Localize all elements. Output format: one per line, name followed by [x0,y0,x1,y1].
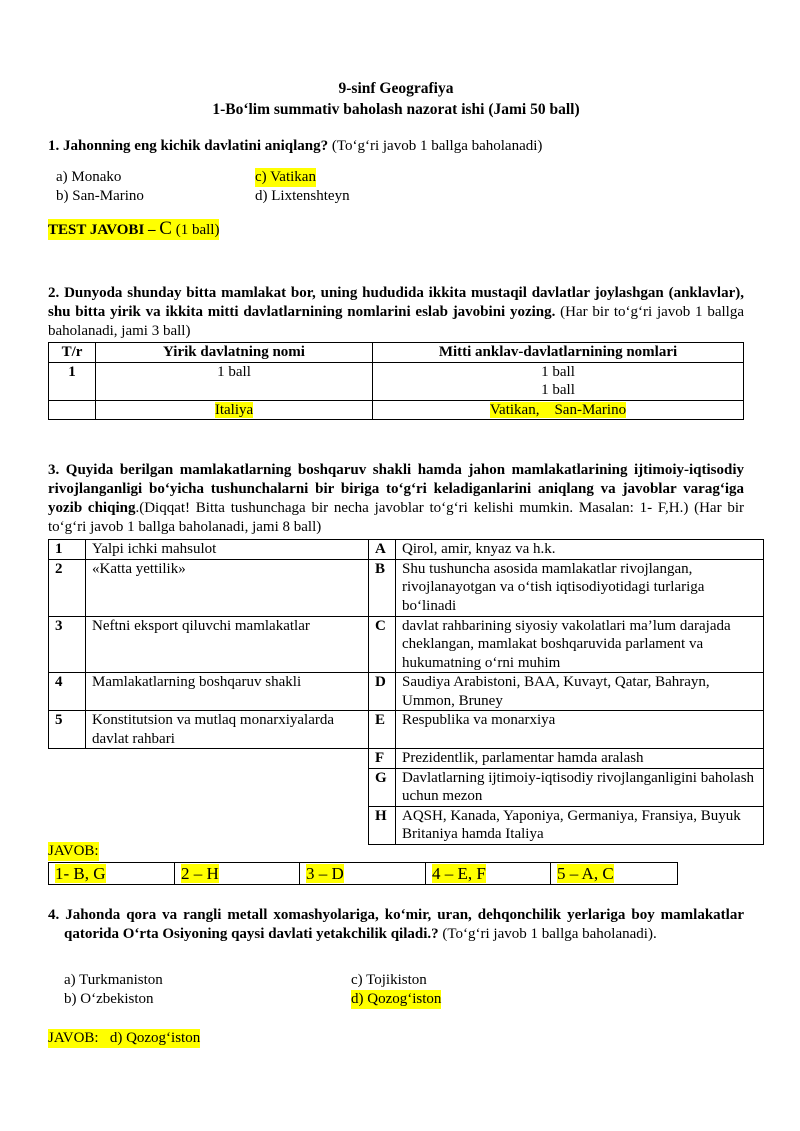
q3-right-letter: D [369,673,396,711]
q1-option-d: d) Lixtenshteyn [255,188,350,204]
q1-option-a: a) Monako [56,169,122,185]
q3-right-letter: E [369,711,396,749]
question-2-note: (Har bir to‘g‘ri javob 1 ballga baholanadi, jami 3 ball) [48,304,744,339]
q1-answer-prefix: TEST JAVOBI – [48,222,160,238]
q3-answer-cell [300,863,426,884]
q3-left-text: Konstitutsion va mutlaq monarxiyalarda davlat rahbari [86,711,369,749]
q3-answer-cell [49,863,175,884]
question-1 [48,137,744,156]
question-4-note: (To‘g‘ri javob 1 ballga baholanadi). [438,926,657,942]
q4-option-a: a) Turkmaniston [64,972,163,988]
header-subject: 9-sinf Geografiya [338,80,454,97]
document-header [48,78,744,120]
q3-empty-cell [49,806,369,844]
q3-left-text: Yalpi ichki mahsulot [86,540,369,560]
q1-answer-letter: C [159,218,172,239]
q3-left-num: 2 [49,559,86,616]
q3-answer-1: 1- B, G [55,864,106,883]
question-3-note: .(Diqqat! Bitta tushunchaga bir necha javoblar to‘g‘ri kelishi mumkin. Masalan: 1- F,H.) (Har bir to‘g‘ri javob 1 ballga baholanadi, jami 8 ball) [48,500,744,535]
question-3 [48,461,744,537]
q1-option-c: c) Vatikan [255,169,316,185]
q3-answer-row [48,862,678,885]
question-2 [48,284,744,341]
q2-row2-small-cell [373,400,744,420]
q4-answer: JAVOB: d) Qozog‘iston [48,1030,201,1046]
q3-empty-cell [49,749,369,769]
q3-answer-cell [426,863,551,884]
q4-option-d: d) Qozog‘iston [351,991,442,1007]
question-4 [48,906,744,944]
q4-option-c: c) Tojikiston [351,972,427,988]
q3-left-num: 4 [49,673,86,711]
q3-right-letter: B [369,559,396,616]
question-1-note: (To‘g‘ri javob 1 ballga baholanadi) [328,138,543,154]
q3-left-text: Mamlakatlarning boshqaruv shakli [86,673,369,711]
q3-right-text: Shu tushuncha asosida mamlakatlar rivojlangan, rivojlanayotgan va o‘tish iqtisodiyotidagi turlariga bo‘linadi [396,559,764,616]
q2-table [48,342,744,420]
q3-right-text: Prezidentlik, parlamentar hamda aralash [396,749,764,769]
q2-row1-small-1: 1 ball [541,363,575,380]
q3-right-text: Respublika va monarxiya [396,711,764,749]
q2-row1-num: 1 [49,362,96,400]
q3-answer-2: 2 – H [181,864,219,883]
q3-matching-table [48,539,764,845]
q3-left-num: 5 [49,711,86,749]
q2-header-num: T/r [49,343,96,363]
q2-row1-small [373,362,744,400]
q3-empty-cell [49,768,369,806]
q3-left-text: Neftni eksport qiluvchi mamlakatlar [86,616,369,673]
q2-row1-small-2: 1 ball [541,382,575,398]
q3-answer-cell [175,863,300,884]
question-3-text: 3. Quyida berilgan mamlakatlarning boshqaruv shakli hamda jahon mamlakatlarining ijtimoiy-iqtisodiy rivojlanganligi bo‘yicha tushunchalarni bir biriga to‘g‘ri keladiganlarini aniqlang va javoblar varag‘iga yozib chiqing [48,462,744,516]
q3-right-letter: G [369,768,396,806]
q3-left-text: «Katta yettilik» [86,559,369,616]
q1-option-b: b) San-Marino [56,188,144,204]
question-4-text: 4. Jahonda qora va rangli metall xomashyolariga, ko‘mir, uran, dehqonchilik yerlariga boy mamlakatlar qatorida O‘rta Osiyoning qaysi davlati yetakchilik qiladi.? [48,907,744,942]
q1-answer-suffix: (1 ball) [171,222,220,238]
question-1-text: 1. Jahonning eng kichik davlatini aniqlang? [48,138,329,154]
q2-header-big: Yirik davlatning nomi [96,343,373,363]
q3-answer-label: JAVOB: [48,843,99,859]
q3-right-letter: H [369,806,396,844]
q4-option-b: b) O‘zbekiston [64,991,154,1007]
q3-right-text: Davlatlarning ijtimoiy-iqtisodiy rivojlanganligini baholash uchun mezon [396,768,764,806]
q3-right-text: Qirol, amir, knyaz va h.k. [396,540,764,560]
q2-row2-big-cell [96,400,373,420]
q3-right-letter: A [369,540,396,560]
q3-answer-5: 5 – A, C [557,864,614,883]
q3-right-letter: C [369,616,396,673]
q3-answer-cell [551,863,669,884]
q1-answer [48,219,219,240]
q2-row2-small: Vatikan, San-Marino [489,401,627,418]
q3-answer-4: 4 – E, F [432,864,486,883]
q3-right-text: davlat rahbarining siyosiy vakolatlari ma’lum darajada cheklangan, mamlakat boshqaruvida parlament va hukumatning o‘rni muhim [396,616,764,673]
q3-left-num: 1 [49,540,86,560]
q2-row2-big: Italiya [214,401,254,418]
q3-right-text: AQSH, Kanada, Yaponiya, Germaniya, Fransiya, Buyuk Britaniya hamda Italiya [396,806,764,844]
q2-row2-num [49,400,96,420]
q3-right-letter: F [369,749,396,769]
question-2-text: 2. Dunyoda shunday bitta mamlakat bor, uning hududida ikkita mustaqil davlatlar joylashgan (anklavlar), shu bitta yirik va ikkita mitti davlatlarnining nomlarini eslab javobini yozing. [48,285,744,320]
q2-header-small: Mitti anklav-davlatlarnining nomlari [373,343,744,363]
q3-answer-3: 3 – D [306,864,344,883]
q3-right-text: Saudiya Arabistoni, BAA, Kuvayt, Qatar, Bahrayn, Ummon, Bruney [396,673,764,711]
q2-row1-big: 1 ball [96,362,373,400]
q3-left-num: 3 [49,616,86,673]
header-exam-title: 1-Bo‘lim summativ baholash nazorat ishi (Jami 50 ball) [212,101,580,118]
